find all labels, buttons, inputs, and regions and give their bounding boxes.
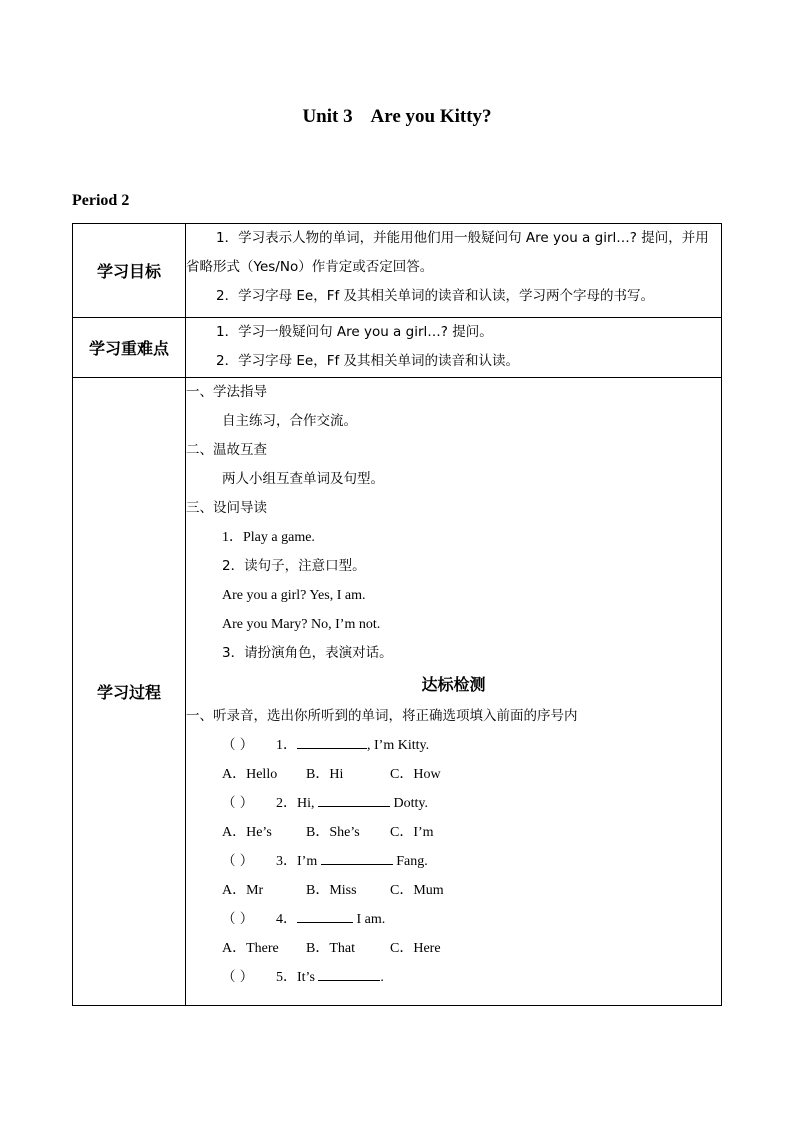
question-number: 3． — [276, 854, 297, 869]
question-text: I am. — [353, 912, 386, 927]
question-number: 4． — [276, 912, 297, 927]
section-2-heading: 二、温故互查 — [186, 442, 267, 458]
answer-paren: （ ） — [222, 795, 254, 811]
process-content — [186, 378, 722, 1006]
answer-paren: （ ） — [222, 911, 254, 927]
key-point-item-1: 1．学习一般疑问句 Are you a girl…? 提问。 — [216, 324, 493, 340]
option-a: A．There — [222, 941, 279, 956]
question-text-before: I’m — [297, 854, 321, 869]
section-3-item-2: 2．读句子，注意口型。 — [222, 558, 366, 574]
section-1-heading: 一、学法指导 — [186, 384, 267, 400]
question-2 — [186, 789, 721, 818]
option-b: B．Miss — [306, 883, 357, 898]
objectives-content — [186, 224, 722, 318]
section-3-item-3: 3．请扮演角色，表演对话。 — [222, 645, 393, 661]
answer-paren: （ ） — [222, 969, 254, 985]
option-c: C．I’m — [390, 825, 434, 840]
question-1-options — [186, 760, 721, 789]
question-3 — [186, 847, 721, 876]
question-text: Fang. — [392, 854, 428, 869]
option-c: C．How — [390, 767, 441, 782]
question-number: 2． — [276, 796, 297, 811]
option-a: A．Hello — [222, 767, 278, 782]
objectives-label: 学习目标 — [73, 224, 186, 318]
answer-paren: （ ） — [222, 737, 254, 753]
question-number: 1． — [276, 738, 297, 753]
answer-blank — [297, 734, 367, 749]
question-number: 5． — [276, 970, 297, 985]
key-point-item-2: 2．学习字母 Ee，Ff 及其相关单词的读音和认读。 — [216, 353, 520, 369]
test-heading: 达标检测 — [421, 675, 486, 694]
answer-blank — [321, 850, 393, 865]
question-2-options — [186, 818, 721, 847]
page-title: Unit 3 Are you Kitty? — [302, 106, 492, 127]
key-points-row — [73, 318, 722, 378]
test-instruction: 一、听录音，选出你所听到的单词，将正确选项填入前面的序号内 — [186, 708, 578, 724]
option-a: A．Mr — [222, 883, 264, 898]
option-c: C．Here — [390, 941, 441, 956]
question-text-before: It’s — [297, 970, 319, 985]
option-b: B．Hi — [306, 767, 344, 782]
answer-blank — [318, 966, 380, 981]
section-3-heading: 三、设问导读 — [186, 500, 267, 516]
question-text-before: Hi, — [297, 796, 318, 811]
lesson-table — [72, 223, 722, 1006]
question-5 — [186, 963, 721, 992]
process-label: 学习过程 — [73, 378, 186, 1006]
objective-item-1: 1．学习表示人物的单词，并能用他们用一般疑问句 Are you a girl…? 提问，并用省略形式（Yes/No）作肯定或否定回答。 — [186, 230, 709, 275]
objective-item-2: 2．学习字母 Ee，Ff 及其相关单词的读音和认读，学习两个字母的书写。 — [216, 288, 655, 304]
objectives-row — [73, 224, 722, 318]
dialogue-line-1: Are you a girl? Yes, I am. — [222, 588, 366, 603]
option-b: B．She’s — [306, 825, 360, 840]
answer-blank — [318, 792, 390, 807]
answer-paren: （ ） — [222, 853, 254, 869]
question-4-options — [186, 934, 721, 963]
process-row — [73, 378, 722, 1006]
section-1-body: 自主练习，合作交流。 — [222, 413, 357, 429]
question-text: , I’m Kitty. — [367, 738, 430, 753]
option-a: A．He’s — [222, 825, 272, 840]
period-label: Period 2 — [72, 192, 130, 209]
key-points-content — [186, 318, 722, 378]
question-text: . — [380, 970, 384, 985]
question-4 — [186, 905, 721, 934]
option-c: C．Mum — [390, 883, 444, 898]
answer-blank — [297, 908, 353, 923]
question-text: Dotty. — [390, 796, 428, 811]
key-points-label: 学习重难点 — [73, 318, 186, 378]
option-b: B．That — [306, 941, 355, 956]
question-1 — [186, 731, 721, 760]
section-3-item-1: 1．Play a game. — [222, 530, 315, 545]
section-2-body: 两人小组互查单词及句型。 — [222, 471, 384, 487]
dialogue-line-2: Are you Mary? No, I’m not. — [222, 617, 381, 632]
question-3-options — [186, 876, 721, 905]
